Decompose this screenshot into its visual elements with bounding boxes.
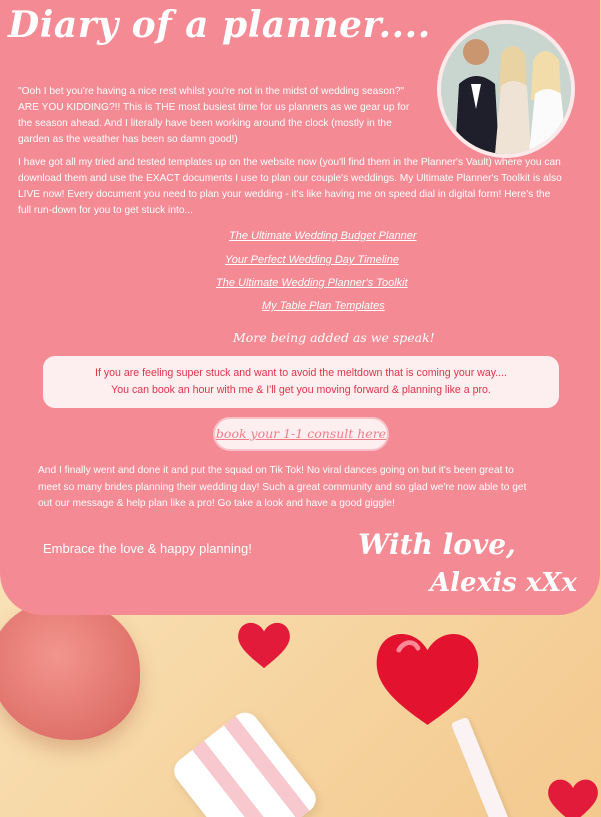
callout-line-2: You can book an hour with me & I'll get you moving forward & planning like a pro. [111,384,491,396]
group-photo [437,20,575,158]
consult-callout [43,356,559,408]
link-planners-toolkit[interactable]: The Ultimate Wedding Planner's Toolkit [216,277,408,289]
marshmallow [169,707,322,817]
page-title: Diary of a planner.... [8,4,431,46]
link-table-plan[interactable]: My Table Plan Templates [262,300,385,312]
lollipop-stick [451,717,513,817]
heart-cookie [0,600,140,740]
intro-paragraph: "Ooh I bet you're having a nice rest whilst you're not in the midst of wedding season?" ARE YOU KIDDING?!! This is THE most busiest time for us planners as we gear up for the season ahead. And I literally have been working around the clock (mostly in the garden as the weather has been so damn good!) [18,86,410,145]
heart-candy-corner [545,775,601,817]
signature-line-2: Alexis xXx [430,568,577,598]
heart-candy [235,618,293,670]
heart-lollipop [370,620,485,730]
book-consult-button[interactable]: book your 1-1 consult here [213,417,389,451]
tiktok-paragraph: And I finally went and done it and put the squad on Tik Tok! No viral dances going on but it's been great to meet so many brides planning their wedding day! Such a great community and so glad we're now able to get out our message & help plan like a pro! Go take a look and have a good giggle! [38,465,527,509]
more-coming-note: More being added as we speak! [233,330,435,345]
closing-line: Embrace the love & happy planning! [43,541,252,556]
templates-paragraph: I have got all my tried and tested templates up on the website now (you'll find them in the Planner's Vault) where you can download them and use the EXACT documents I use to plan our couple's weddings. My Ultimate Planner's Toolkit is also LIVE now! Every document you need to plan your wedding - it's like having me on speed dial in digital form! Here's the full run-down for you to get stuck into... [18,157,562,216]
link-budget-planner[interactable]: The Ultimate Wedding Budget Planner [229,230,417,242]
signature-line-1: With love, [358,528,516,561]
link-day-timeline[interactable]: Your Perfect Wedding Day Timeline [225,254,399,266]
callout-line-1: If you are feeling super stuck and want to avoid the meltdown that is coming your way.... [95,367,507,379]
